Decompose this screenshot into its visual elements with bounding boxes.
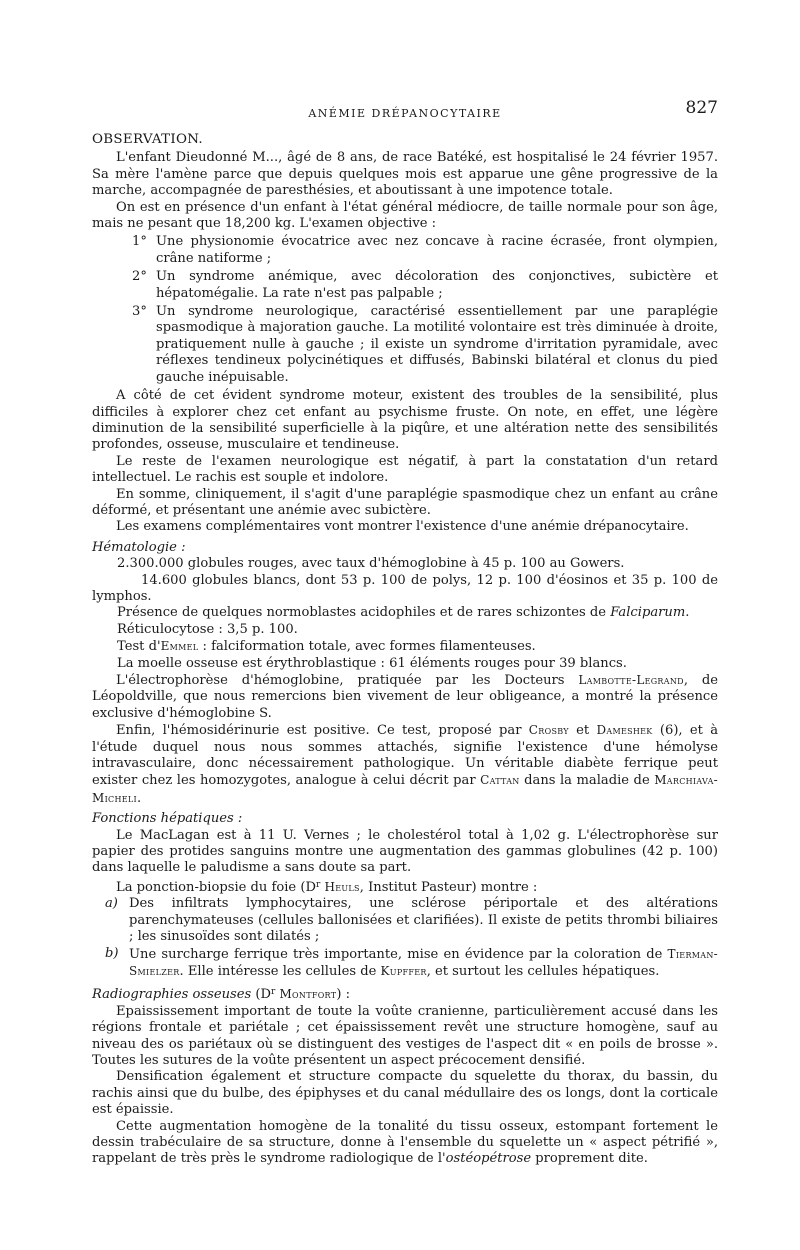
text-run: : falciformation totale, avec formes filamenteuses.	[198, 639, 536, 655]
list-text: Un syndrome anémique, avec décoloration des conjonctives, subictère et hépatomégalie. La rate n'est pas palpable ;	[156, 269, 718, 301]
text-run: .	[685, 605, 690, 621]
clinical-findings-list	[132, 234, 718, 386]
text-run: . Elle intéresse les cellules de	[179, 963, 381, 979]
text-run: Une surcharge ferrique très importante, mise en évidence par la coloration de	[129, 946, 668, 962]
paragraph: En somme, cliniquement, il s'agit d'une paraplégie spasmodique chez un enfant au crâne déformé, et présentant une anémie avec subictère.	[92, 486, 718, 518]
text-run: Présence de quelques normoblastes acidophiles et de rares schizontes de	[117, 605, 611, 621]
running-title: ANÉMIE DRÉPANOCYTAIRE	[308, 107, 502, 120]
list-text	[129, 946, 718, 981]
observation-heading: OBSERVATION.	[92, 132, 203, 147]
author-name: Crosby	[528, 723, 569, 738]
superscript: r	[270, 987, 276, 998]
list-text: Une physionomie évocatrice avec nez concave à racine écrasée, front olympien, crâne natiforme ;	[156, 234, 718, 266]
list-text: Un syndrome neurologique, caractérisé essentiellement par une paraplégie spasmodique à majoration gauche. La motilité volontaire est très diminuée à droite, pratiquement nulle à gauche ; il existe un syndrome d'irritation pyramidale, avec réflexes tendineux polycinétiques et diffusés, Babinski bilatéral et clonus du pied gauche inépuisable.	[156, 304, 718, 385]
paragraph: Epaississement important de toute la voûte cranienne, particulièrement accusé dans les régions frontale et pariétale ; cet épaississement revêt une structure homogène, sauf au niveau des os pariétaux où se distinguent des vestiges de l'aspect dit « en poils de brosse ». Toutes les sutures de la voûte présentent un aspect précocement densifié.	[92, 1003, 718, 1068]
section-heading-fonctions: Fonctions hépatiques :	[92, 811, 243, 827]
paragraph: On est en présence d'un enfant à l'état général médiocre, de taille normale pour son âge, mais ne pesant que 18,200 kg. L'examen objective :	[92, 199, 718, 232]
paragraph: La moelle osseuse est érythroblastique : 61 éléments rouges pour 39 blancs.	[117, 655, 627, 671]
paragraph: 14.600 globules blancs, dont 53 p. 100 de polys, 12 p. 100 d'éosinos et 35 p. 100 de lymphos.	[92, 572, 718, 604]
paragraph: A côté de cet évident syndrome moteur, existent des troubles de la sensibilité, plus difficiles à explorer chez cet enfant au psychisme fruste. On note, en effet, une légère diminution de la sensibilité superficielle à la piqûre, et une altération nette des sensibilités profondes, osseuse, musculaire et tendineuse.	[92, 388, 718, 453]
text-run: dans la maladie de	[519, 773, 655, 789]
text-run: , et surtout les cellules hépatiques.	[426, 963, 660, 979]
running-header	[92, 98, 718, 126]
list-number: 1°	[132, 234, 147, 250]
paragraph	[92, 722, 718, 807]
paragraph	[92, 672, 718, 722]
text-run: L'électrophorèse d'hémoglobine, pratiquée par les Docteurs	[116, 673, 579, 688]
author-name: Montfort	[279, 987, 337, 1002]
author-name: Kupffer	[380, 963, 427, 978]
text-run: , de Léopoldville, que nous remercions bien vivement de leur obligeance, a montré la présence exclusive d'hémoglobine S.	[92, 673, 718, 721]
text-run: Radiographies osseuses	[92, 987, 252, 1003]
paragraph	[117, 638, 718, 655]
paragraph	[117, 605, 718, 621]
author-name: Lambotte-Legrand	[578, 673, 684, 687]
list-text: Des infiltrats lymphocytaires, une sclérose périportale et des altérations parenchymateuses (cellules ballonisées et clarifiées). Il existe de petits thrombi biliaires ; les sinusoïdes sont dilatés ;	[129, 896, 718, 945]
text-run: proprement dite.	[531, 1151, 648, 1167]
text-run: et	[568, 723, 597, 739]
list-letter: a)	[105, 896, 118, 912]
paragraph: Le reste de l'examen neurologique est négatif, à part la constatation d'un retard intellectuel. Le rachis est souple et indolore.	[92, 453, 718, 486]
list-number: 3°	[132, 304, 147, 320]
section-heading-hematologie: Hématologie :	[92, 539, 186, 555]
list-item	[105, 946, 718, 981]
section-heading-radiographies	[92, 984, 718, 1003]
paragraph: Le MacLagan est à 11 U. Vernes ; le cholestérol total à 1,02 g. L'électrophorèse sur papier des protides sanguins montre une augmentation des gammas globulines (42 p. 100) dans laquelle le paludisme a sans doute sa part.	[92, 827, 718, 876]
paragraph	[92, 1119, 718, 1168]
author-name: Dameshek	[596, 723, 653, 738]
list-item	[132, 234, 718, 267]
author-name: Tierman-Smielzer	[129, 946, 718, 978]
superscript: r	[315, 879, 321, 890]
text-run: (D	[251, 987, 271, 1003]
list-item	[105, 896, 718, 945]
author-name: Marchiava-Micheli	[92, 773, 719, 805]
text-run: ) :	[336, 987, 351, 1003]
text-run: Enfin, l'hémosidérinurie est positive. Ce test, proposé par	[116, 723, 529, 739]
paragraph: L'enfant Dieudonné M..., âgé de 8 ans, de race Batéké, est hospitalisé le 24 février 1957. Sa mère l'amène parce que depuis quelques mois est apparue une gêne progressive de la marche, accompagnée de paresthésies, et aboutissant à une impotence totale.	[92, 150, 718, 199]
text-run: Cette augmentation homogène de la tonalité du tissu osseux, estompant fortement le dessin trabéculaire de sa structure, donne à l'ensemble du squelette un « aspect pétrifié », rappelant de très près le syndrome radiologique de l'	[92, 1118, 718, 1167]
text-run: Test d'	[117, 639, 161, 655]
page-number: 827	[685, 98, 718, 118]
paragraph	[92, 877, 718, 896]
author-name: Emmel	[160, 639, 199, 654]
species-name: Falciparum	[610, 605, 686, 621]
text-run: (6), et à l'étude duquel nous nous sommes attachés, signifie l'existence d'une hémolyse intravasculaire, donc nécessairement pathologique. Un véritable diabète ferrique peut exister chez les homozygotes, analogue à celui décrit par	[92, 723, 719, 789]
list-letter: b)	[105, 945, 119, 961]
list-item	[132, 304, 718, 386]
biopsy-findings-list	[105, 896, 718, 980]
author-name: Heuls	[324, 879, 360, 894]
text-run: .	[136, 790, 142, 806]
text-run: La ponction-biopsie du foie (D	[116, 879, 316, 895]
text-run: , Institut Pasteur) montre :	[359, 879, 538, 895]
paragraph: Les examens complémentaires vont montrer l'existence d'une anémie drépanocytaire.	[116, 519, 689, 535]
paragraph: Réticulocytose : 3,5 p. 100.	[117, 621, 298, 637]
paragraph: 2.300.000 globules rouges, avec taux d'hémoglobine à 45 p. 100 au Gowers.	[117, 556, 625, 572]
list-number: 2°	[132, 269, 147, 285]
term: ostéopétrose	[445, 1151, 532, 1167]
list-item	[132, 269, 718, 302]
paragraph: Densification également et structure compacte du squelette du thorax, du bassin, du rachis ainsi que du bulbe, des épiphyses et du canal médullaire des os longs, dont la corticale est épaissie.	[92, 1069, 718, 1118]
author-name: Cattan	[480, 773, 520, 788]
